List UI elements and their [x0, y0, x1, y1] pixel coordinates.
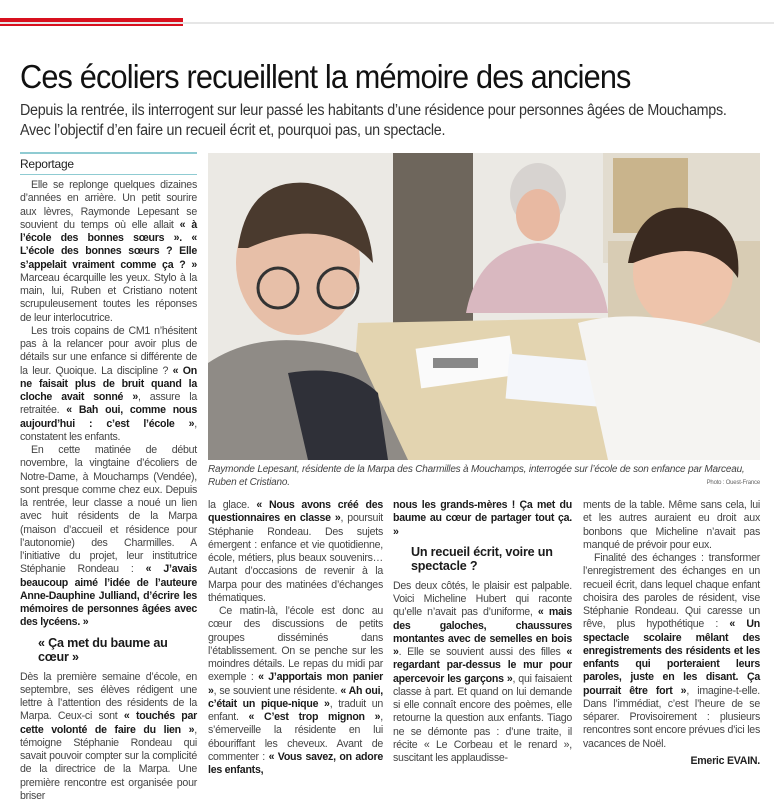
quote-text: « Bah oui, comme nous aujourd’hui : c’est l’école »: [20, 404, 197, 429]
quote-text: « à l’école des bonnes sœurs ». « L’école des bonnes sœurs ? Elle s’appelait vraiment comme ça ? »: [20, 219, 197, 271]
quote-text: « C’est trop mignon »: [249, 711, 381, 723]
paragraph: [583, 499, 760, 552]
photo-credit: Photo : Ouest-France: [707, 477, 760, 490]
article-column-1: [20, 152, 197, 803]
paragraph: [208, 605, 383, 777]
article-column-2: [208, 499, 383, 777]
body-text: Elle se replonge quelques dizaines d’années en arrière. Un petit sourire aux lèvres, Raymonde Lepesant se souvient du temps où elle allait: [20, 179, 197, 231]
body-text: Les trois copains de CM1 n’hésitent pas à la relancer pour avoir plus de détails sur une enfance si différente de la leur. Quoique. La discipline ?: [20, 325, 197, 377]
quote-text: « Nous avons créé des questionnaires en classe »: [208, 499, 383, 524]
quote-text: « Un spectacle scolaire mêlant des enregistrements des résidents et les enfants qui porteraient leurs paroles, juste en les disant. Ça pourrait être fort »: [583, 618, 760, 696]
header-divider: [0, 22, 774, 24]
rubric-label: Reportage: [20, 157, 197, 175]
body-text: , assure la retraitée.: [20, 391, 197, 416]
body-text: , qui faisaient classe à part. Et quand on lui demande si elle connaît encore des poèmes, elle retourne la question aux enfants. Tiago ne se démonte pas : d’une traite, il récite « Le Corbeau et le renard », suscitant les applaudisse-: [393, 673, 572, 765]
body-text: , traduit un enfant.: [208, 698, 383, 723]
quote-text: « mais des galoches, chaussures montantes avec de semelles en bois »: [393, 606, 572, 658]
paragraph: [583, 552, 760, 751]
rubric: [20, 152, 197, 175]
body-text: , témoigne Stéphanie Rondeau qui savait pouvoir compter sur la complicité de la directrice de la Marpa. Une première rencontre est organisée pour briser: [20, 724, 197, 802]
article-photo: [208, 153, 760, 460]
body-text: , constatent les enfants.: [20, 418, 197, 443]
quote-text: « Vous savez, on adore les enfants,: [208, 751, 383, 776]
paragraph: [393, 499, 572, 539]
subheading: « Ça met du baume au cœur »: [38, 636, 197, 664]
paragraph: [393, 580, 572, 766]
quote-text: nous les grands-mères ! Ça met du baume au cœur de partager tout ça. »: [393, 499, 572, 538]
quote-text: « J’avais beaucoup aimé l’idée de l’auteure Anne-Dauphine Julliand, d’écrire les mémoires de personnes âgées avec des lycéens. »: [20, 563, 197, 628]
body-text: ments de la table. Même sans cela, lui et les autres auraient eu droit aux bonbons que Micheline n’avait pas manqué de prévoir pour eux.: [583, 499, 760, 551]
body-text: , s’émerveille la résidente en lui ébouriffant les cheveux. Avant de commenter :: [208, 711, 383, 763]
body-text: En cette matinée de début novembre, la vingtaine d’écoliers de Notre-Dame, à Mouchamps (Vendée), sont presque comme chez eux. Depuis la rentrée, leur classe a noué un lien avec huit résidents de la Marpa (maison d’accueil et résidence pour l’autonomie) des Charmilles. A l’initiative du projet, leur institutrice Stéphanie Rondeau :: [20, 444, 197, 575]
body-text: Finalité des échanges : transformer l’enregistrement des échanges en un recueil écrit, dans lequel chaque enfant choisira des paroles de résident, vise Stéphanie Rondeau. Qui caresse un rêve, plus hypothétique :: [583, 552, 760, 630]
body-text: Des deux côtés, le plaisir est palpable. Voici Micheline Hubert qui raconte qu’elle n’avait pas d’uniforme,: [393, 580, 572, 619]
article-column-4: [583, 499, 760, 768]
body-text: , imagine-t-elle. Dans l’immédiat, c’est l’heure de se séparer. Provisoirement : plusieurs rencontres sont encore prévues d’ici les vacances de Noël.: [583, 685, 760, 750]
quote-text: « J’apportais mon panier »: [208, 671, 383, 696]
photo-caption: [208, 463, 760, 489]
paragraph: [20, 325, 197, 444]
photo-illustration: [208, 153, 760, 460]
body-text: Marceau écarquille les yeux. Stylo à la main, lui, Ruben et Cristiano notent scrupuleusement toutes les réponses de leur interlocutrice.: [20, 272, 197, 324]
body-text: Ce matin-là, l’école est donc au cœur des discussions de petits groupes disséminés dans l’établissement. On se penche sur les moindres détails. Le repas du midi par exemple :: [208, 605, 383, 683]
body-text: . Elle se souvient aussi des filles: [399, 646, 567, 658]
quote-text: « touchés par cette volonté de faire du lien »: [20, 710, 197, 735]
paragraph: [20, 444, 197, 630]
paragraph: [20, 671, 197, 803]
body-text: , se souvient une résidente.: [214, 685, 341, 697]
article-column-3: [393, 499, 572, 765]
body-text: , poursuit Stéphanie Rondeau. Des sujets émergent : enfance et vie quotidienne, école, métiers, plus beaux souvenirs… Autant d’occasions de revenir à la Marpa pour des matinées d’échanges thématiques.: [208, 512, 383, 604]
subheading: Un recueil écrit, voire un spectacle ?: [411, 545, 572, 573]
article-lead: Depuis la rentrée, ils interrogent sur leur passé les habitants d’une résidence pour personnes âgées de Mouchamps. Avec l’objectif d’en faire un recueil écrit et, pourquoi pas, un spectacle.: [20, 101, 755, 141]
article-title: Ces écoliers recueillent la mémoire des anciens: [20, 58, 708, 96]
author-signature: Emeric EVAIN.: [583, 755, 760, 768]
paragraph: [208, 499, 383, 605]
body-text: la glace.: [208, 499, 256, 511]
body-text: Dès la première semaine d’école, en septembre, ses élèves rédigent une lettre à l’attention des résidents de la Marpa. Ceux-ci sont: [20, 671, 197, 723]
quote-text: « On ne faisait plus de bruit quand la cloche avait sonné »: [20, 365, 197, 404]
quote-text: « regardant par-dessus le mur pour apercevoir les garçons »: [393, 646, 572, 685]
photo-caption-text: Raymonde Lepesant, résidente de la Marpa des Charmilles à Mouchamps, interrogée sur l’école de son enfance par Marceau, Ruben et Cristiano.: [208, 464, 745, 488]
quote-text: « Ah oui, c’était un pique-nique »: [208, 685, 383, 710]
paragraph: [20, 179, 197, 325]
